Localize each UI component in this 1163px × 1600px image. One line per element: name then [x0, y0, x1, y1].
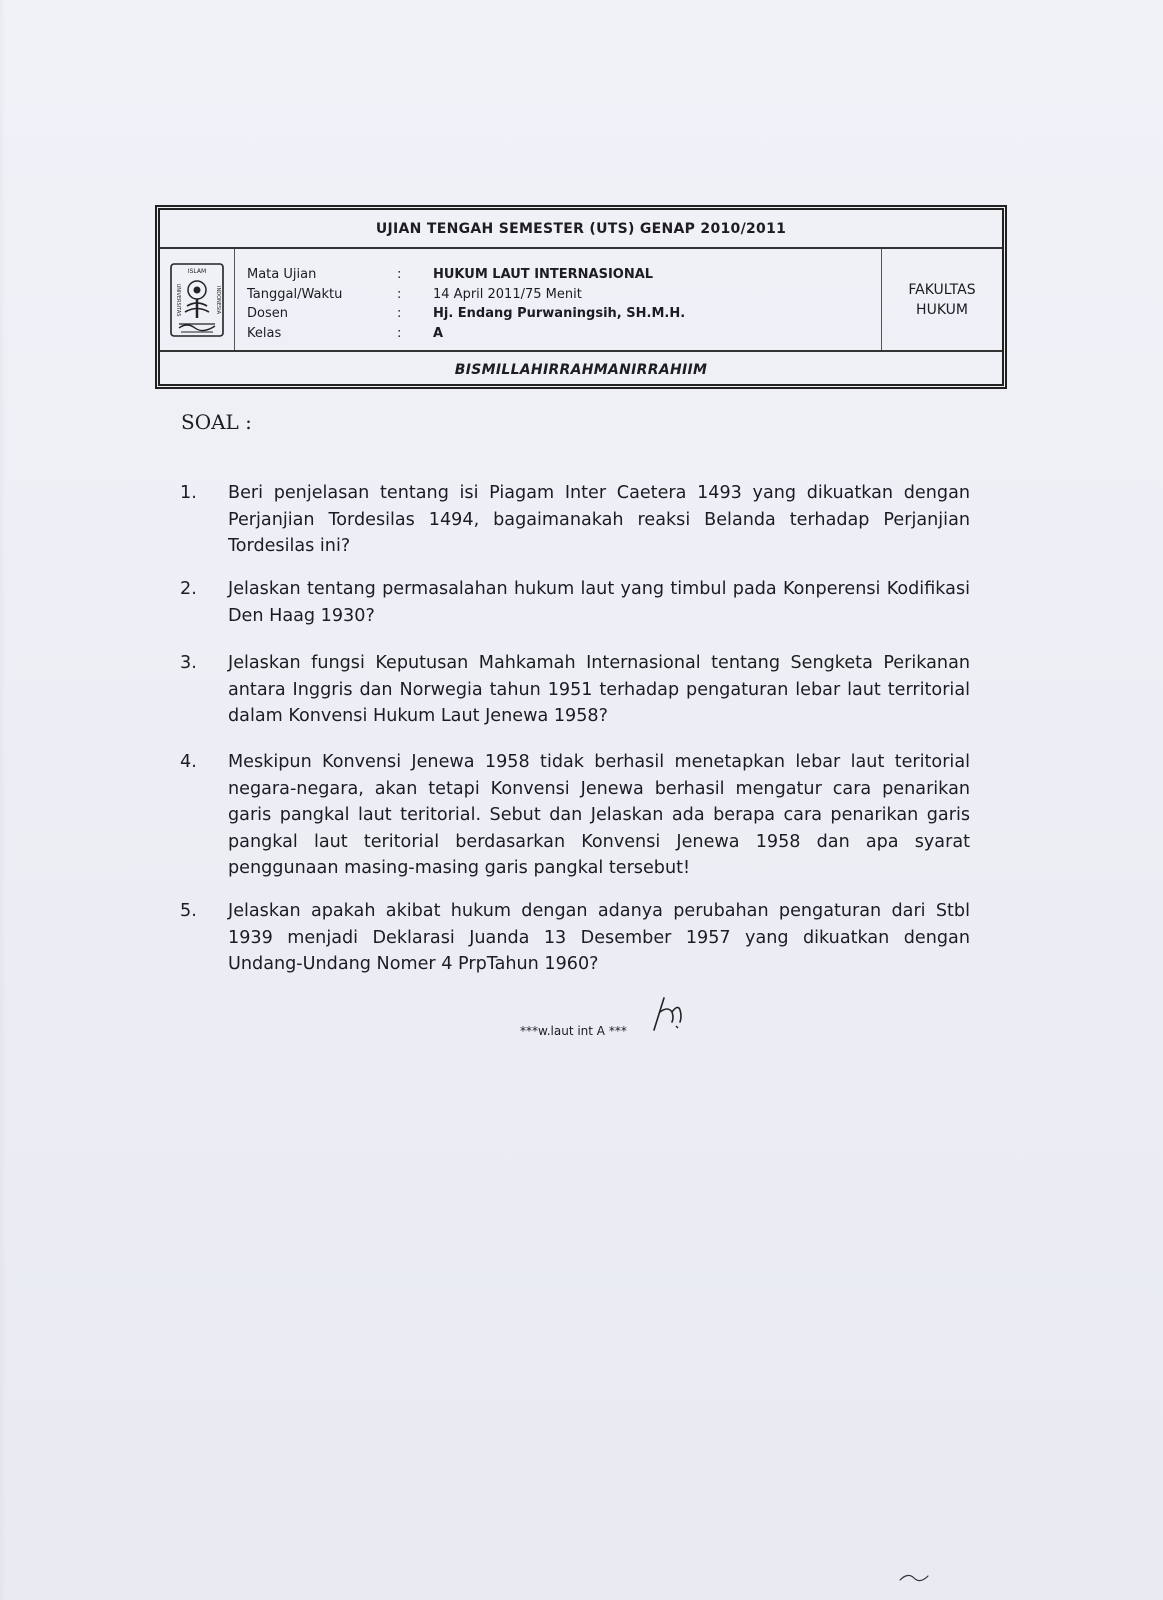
faculty-name: [882, 249, 1002, 350]
info-label: Mata Ujian: [247, 267, 317, 283]
handwritten-initials-icon: [650, 992, 690, 1038]
info-label: Kelas: [247, 325, 282, 341]
info-value-lecturer: Hj. Endang Purwaningsih, SH.M.H.: [433, 306, 686, 322]
info-colon: :: [397, 325, 402, 341]
soal-heading: SOAL :: [181, 410, 252, 434]
question-text: Jelaskan tentang permasalahan hukum laut yang timbul pada Konperensi Kodifikasi Den Haag 1930?: [228, 579, 970, 626]
question-number: 4.: [180, 752, 197, 772]
info-value-class: A: [433, 325, 444, 341]
question-item: [180, 576, 970, 629]
emblem-left-text: UNIVERSITAS: [175, 283, 181, 316]
exam-header-box: [158, 208, 1004, 386]
emblem-right-text: INDONESIA: [215, 285, 221, 314]
pen-mark-icon: [898, 1568, 938, 1592]
info-value-date: 14 April 2011/75 Menit: [433, 286, 582, 302]
info-colon: :: [397, 286, 402, 302]
question-number: 5.: [180, 901, 197, 921]
faculty-line1: FAKULTAS: [908, 281, 976, 298]
question-text: Jelaskan apakah akibat hukum dengan adanya perubahan pengaturan dari Stbl 1939 menjadi Deklarasi Juanda 13 Desember 1957 yang dikuatkan dengan Undang-Undang Nomer 4 PrpTahun 1960?: [228, 901, 970, 974]
info-colon: :: [397, 267, 402, 283]
question-number: 1.: [180, 483, 197, 503]
info-label: Tanggal/Waktu: [247, 286, 343, 302]
bismillah: BISMILLAHIRRAHMANIRRAHIIM: [454, 362, 708, 378]
exam-title: UJIAN TENGAH SEMESTER (UTS) GENAP 2010/2011: [160, 210, 1002, 249]
question-item: [180, 650, 970, 730]
info-row-class: [247, 324, 881, 344]
emblem-top-text: ISLAM: [187, 267, 207, 275]
info-colon: :: [397, 306, 402, 322]
info-value-subject: HUKUM LAUT INTERNASIONAL: [433, 267, 654, 283]
question-item: [180, 898, 970, 978]
info-row-subject: [247, 265, 881, 285]
footer-note: ***w.laut int A ***: [520, 1024, 627, 1038]
info-label: Dosen: [247, 306, 288, 322]
question-text: Meskipun Konvensi Jenewa 1958 tidak berhasil menetapkan lebar laut teritorial negara-negara, akan tetapi Konvensi Jenewa berhasil mengatur cara penarikan garis pangkal laut teritorial. Sebut dan Jelaskan ada berapa cara penarikan garis pangkal laut teritorial berdasarkan Konvensi Jenewa 1958 dan apa syarat penggunaan masing-masing garis pangkal tersebut!: [228, 752, 970, 878]
question-text: Beri penjelasan tentang isi Piagam Inter Caetera 1493 yang dikuatkan dengan Perjanjian Tordesilas 1494, bagaimanakah reaksi Belanda terhadap Perjanjian Tordesilas ini?: [228, 483, 970, 556]
question-item: [180, 480, 970, 560]
faculty-line2: HUKUM: [916, 301, 968, 318]
question-text: Jelaskan fungsi Keputusan Mahkamah Internasional tentang Sengketa Perikanan antara Inggris dan Norwegia tahun 1951 terhadap pengaturan lebar laut territorial dalam Konvensi Hukum Laut Jenewa 1958?: [228, 653, 970, 726]
info-row-lecturer: [247, 304, 881, 324]
exam-info-row: [160, 249, 1002, 352]
question-number: 3.: [180, 653, 197, 673]
university-emblem-icon: [160, 249, 235, 350]
info-row-date: [247, 285, 881, 305]
exam-info: [235, 249, 882, 350]
question-number: 2.: [180, 579, 197, 599]
question-item: [180, 749, 970, 882]
